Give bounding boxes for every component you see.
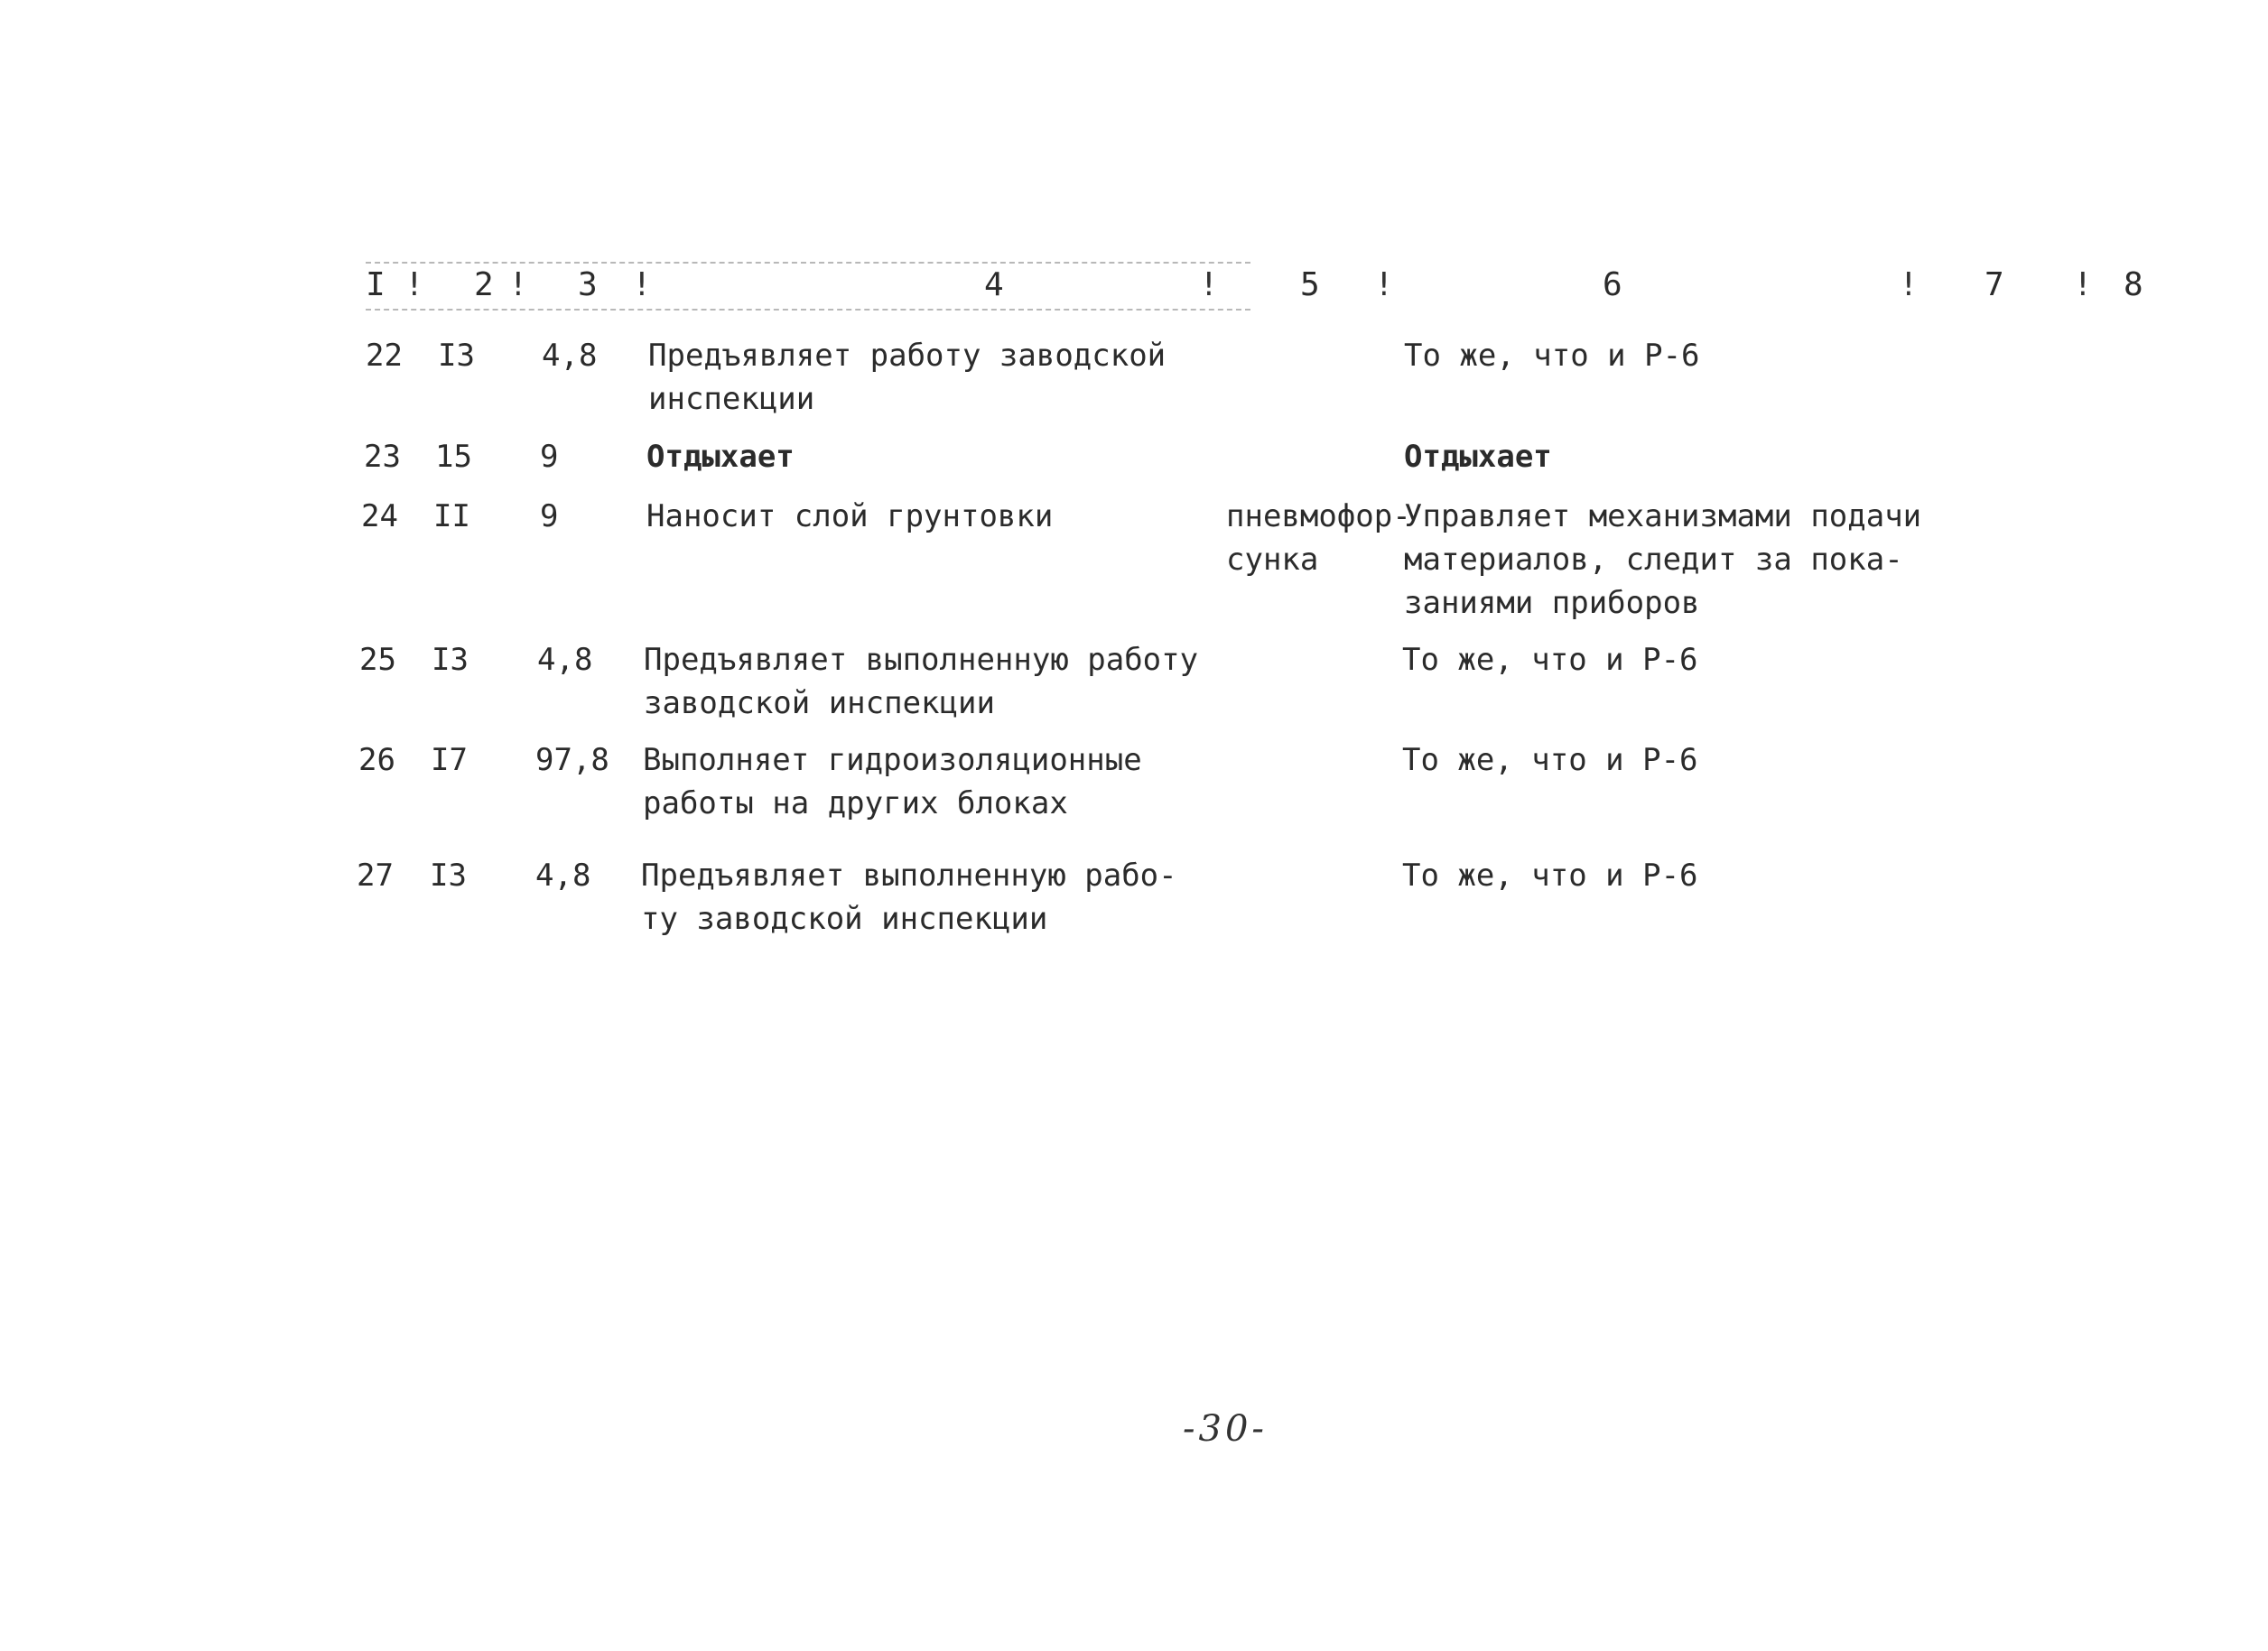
header-col-4: 4 [984, 266, 1004, 303]
col-6-line: материалов, следит за пока- [1404, 542, 1903, 578]
row-col-2: I7 [431, 742, 468, 778]
row-col-6 [1404, 495, 1921, 625]
row-col-3: 4,8 [535, 858, 591, 894]
header-separator: ! [1199, 266, 1219, 303]
row-col-3: 4,8 [542, 338, 598, 374]
row-description [641, 854, 1177, 941]
row-col-6: Отдыхает [1404, 439, 1552, 475]
row-col-3: 9 [540, 498, 559, 534]
header-col-7: 7 [1984, 266, 2004, 303]
row-number: 23 [364, 439, 401, 475]
header-separator: ! [508, 266, 528, 303]
row-col-5 [1226, 495, 1411, 581]
row-description [643, 738, 1142, 825]
row-number: 27 [357, 858, 394, 894]
row-number: 25 [359, 642, 396, 678]
description-line: Предъявляет выполненную рабо- [641, 858, 1177, 894]
page-number: -30- [1183, 1408, 1268, 1450]
row-col-2: II [433, 498, 470, 534]
header-col-8: 8 [2124, 266, 2143, 303]
row-col-2: 15 [435, 439, 472, 475]
header-separator: ! [1374, 266, 1394, 303]
row-description: Наносит слой грунтовки [646, 498, 1054, 534]
row-col-3: 4,8 [537, 642, 593, 678]
row-col-2: I3 [430, 858, 467, 894]
col-5-line: сунка [1226, 542, 1319, 578]
header-separator: ! [404, 266, 424, 303]
row-description [648, 334, 1166, 421]
header-col-1: I [366, 266, 386, 303]
description-line: Выполняет гидроизоляционные [643, 742, 1142, 778]
description-line: работы на других блоках [643, 785, 1068, 821]
row-number: 24 [361, 498, 398, 534]
header-separator: ! [632, 266, 652, 303]
header-col-5: 5 [1300, 266, 1320, 303]
header-separator: ! [1899, 266, 1919, 303]
row-col-6: То же, что и Р-6 [1404, 338, 1700, 374]
col-6-line: Управляет механизмами подачи [1404, 498, 1922, 534]
row-description [644, 638, 1198, 725]
row-col-6: То же, что и Р-6 [1402, 858, 1698, 894]
header-rule-bottom [366, 309, 1250, 311]
col-5-line: пневмофор- [1226, 498, 1411, 534]
row-col-2: I3 [438, 338, 475, 374]
row-col-6: То же, что и Р-6 [1402, 642, 1698, 678]
description-line: заводской инспекции [644, 685, 995, 721]
description-line: Предъявляет выполненную работу [644, 642, 1199, 678]
row-col-3: 97,8 [535, 742, 609, 778]
row-col-2: I3 [432, 642, 469, 678]
header-rule-top [366, 262, 1250, 264]
row-col-3: 9 [540, 439, 559, 475]
col-6-line: заниями приборов [1404, 585, 1700, 621]
header-separator: ! [2073, 266, 2093, 303]
header-col-6: 6 [1603, 266, 1622, 303]
row-description: Отдыхает [646, 439, 795, 475]
row-col-6: То же, что и Р-6 [1402, 742, 1698, 778]
description-line: инспекции [648, 381, 815, 417]
header-col-3: 3 [578, 266, 598, 303]
row-number: 26 [358, 742, 395, 778]
description-line: Предъявляет работу заводской [648, 338, 1167, 374]
row-number: 22 [366, 338, 403, 374]
header-col-2: 2 [474, 266, 494, 303]
description-line: ту заводской инспекции [641, 901, 1048, 937]
